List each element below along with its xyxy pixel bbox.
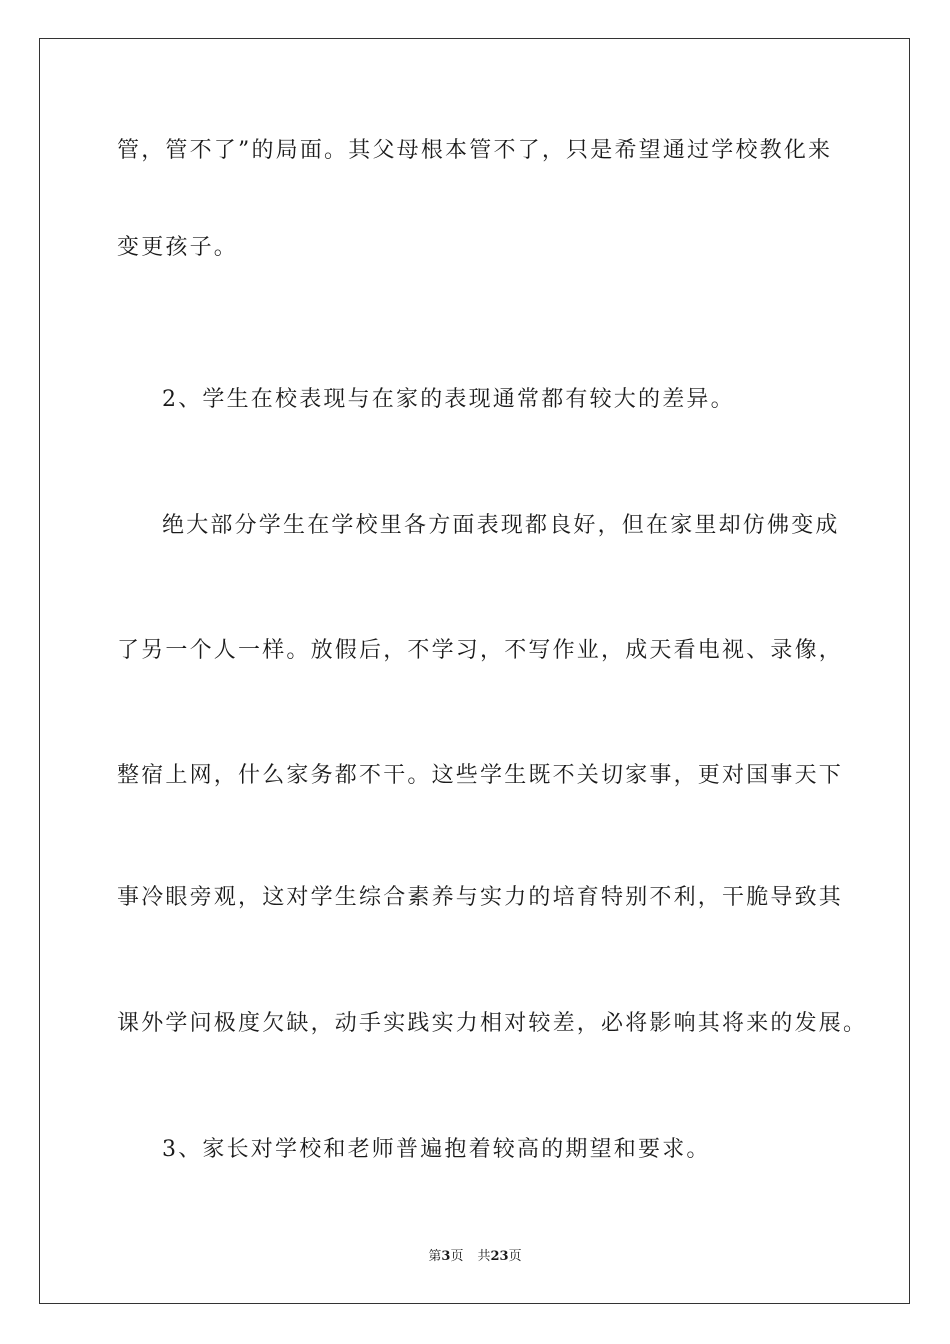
total-suffix: 页	[508, 1249, 522, 1264]
total-prefix: 共	[477, 1249, 491, 1264]
text-line-9: 3、家长对学校和老师普遍抱着较高的期望和要求。	[162, 1137, 711, 1162]
text-line-6: 整宿上网，什么家务都不干。这些学生既不关切家事，更对国事天下	[117, 763, 844, 788]
page-border	[39, 38, 910, 1304]
page-footer	[0, 1248, 950, 1266]
text-line-4: 绝大部分学生在学校里各方面表现都良好，但在家里却仿佛变成	[162, 513, 840, 538]
text-line-1: 管，管不了”的局面。其父母根本管不了，只是希望通过学校教化来	[117, 138, 833, 163]
text-line-2: 变更孩子。	[117, 235, 239, 260]
text-line-3: 2、学生在校表现与在家的表现通常都有较大的差异。	[162, 387, 735, 412]
page-suffix: 页	[450, 1249, 464, 1264]
total-pages: 23	[490, 1249, 509, 1264]
text-line-8: 课外学问极度欠缺，动手实践实力相对较差，必将影响其将来的发展。	[117, 1011, 868, 1036]
text-line-5: 了另一个人一样。放假后，不学习，不写作业，成天看电视、录像，	[117, 638, 844, 663]
page-prefix: 第	[428, 1249, 442, 1264]
page-number: 3	[441, 1249, 451, 1264]
text-line-7: 事冷眼旁观，这对学生综合素养与实力的培育特别不利，干脆导致其	[117, 885, 844, 910]
